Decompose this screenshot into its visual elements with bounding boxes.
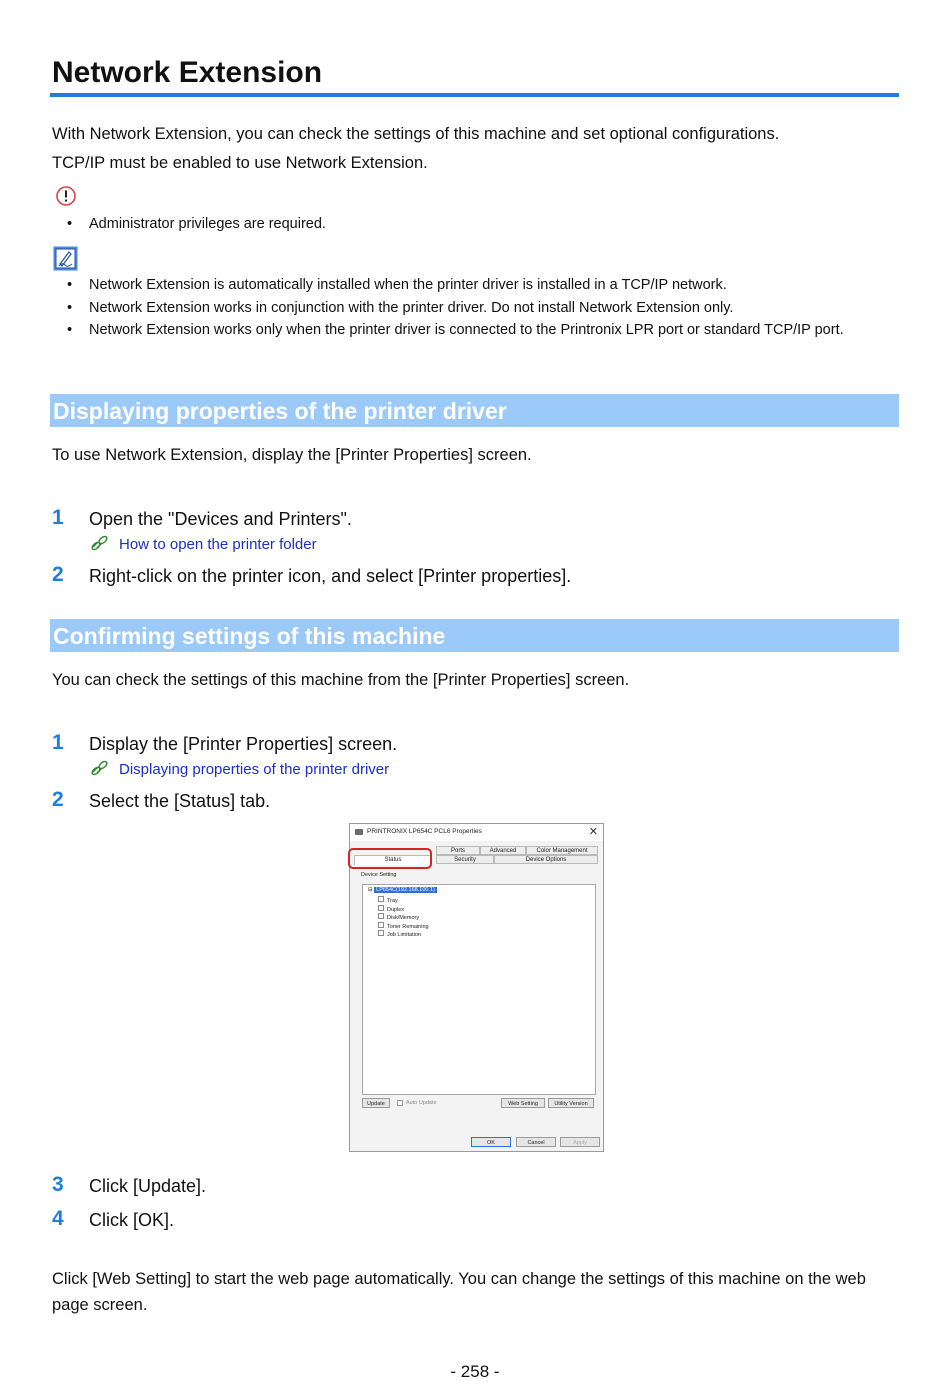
tree-item-duplex[interactable]: Duplex: [378, 905, 404, 913]
caution-list: [62, 213, 882, 236]
step-number: 2: [52, 563, 64, 586]
web-setting-button[interactable]: Web Setting: [501, 1098, 545, 1108]
section-heading-display-properties: Displaying properties of the printer driver: [50, 394, 899, 427]
tab-ports[interactable]: Ports: [436, 846, 480, 855]
link-how-to-open-printer-folder[interactable]: [90, 535, 317, 553]
step-number: 4: [52, 1207, 64, 1230]
printer-properties-dialog: [349, 823, 604, 1152]
tree-item-toner-remaining[interactable]: Toner Remaining: [378, 922, 429, 930]
close-icon[interactable]: ✕: [588, 826, 598, 838]
step-text: Click [OK].: [89, 1210, 175, 1230]
dialog-title: PRINTRONIX LP654C PCL6 Properties: [367, 828, 482, 835]
caution-item: • Administrator privileges are required.: [62, 213, 882, 236]
step-number: 1: [52, 506, 64, 529]
tree-item-disk-memory[interactable]: Disk/Memory: [378, 913, 419, 921]
tab-security[interactable]: Security: [436, 855, 494, 864]
web-setting-note: Click [Web Setting] to start the web page automatically. You can change the settings of this machine on the web page screen.: [52, 1270, 866, 1314]
tree-item-tray[interactable]: Tray: [378, 896, 398, 904]
page-number: - 258 -: [450, 1362, 500, 1381]
step-text: Open the "Devices and Printers".: [89, 509, 352, 529]
dialog-titlebar: [350, 824, 603, 841]
step-number: 3: [52, 1173, 64, 1196]
expand-icon: [378, 905, 384, 911]
step-text: Right-click on the printer icon, and select [Printer properties].: [89, 566, 572, 586]
apply-button[interactable]: Apply: [560, 1137, 600, 1147]
status-tab-highlight: [348, 848, 432, 869]
printer-icon: [355, 829, 363, 835]
link-icon: [90, 535, 110, 551]
step-number: 1: [52, 731, 64, 754]
expand-icon: [378, 922, 384, 928]
device-setting-label: Device Setting: [361, 872, 397, 878]
section1-intro: To use Network Extension, display the [Printer Properties] screen.: [52, 446, 532, 464]
device-tree[interactable]: [362, 884, 596, 1095]
memo-pen-icon: [53, 246, 78, 271]
intro-line-2: TCP/IP must be enabled to use Network Extension.: [52, 154, 428, 172]
section2-intro: You can check the settings of this machine from the [Printer Properties] screen.: [52, 671, 630, 689]
expand-icon: [378, 930, 384, 936]
step-number: 2: [52, 788, 64, 811]
note-item: • Network Extension is automatically installed when the printer driver is installed in a TCP/IP network.: [62, 274, 882, 297]
step-text: Display the [Printer Properties] screen.: [89, 734, 398, 754]
expand-icon: [378, 913, 384, 919]
tab-device-options[interactable]: Device Options: [494, 855, 598, 864]
link-icon: [90, 760, 110, 776]
tab-status[interactable]: Status: [354, 855, 432, 865]
exclamation-circle-icon: [55, 185, 77, 207]
note-list: [62, 274, 882, 342]
link-label[interactable]: How to open the printer folder: [119, 536, 317, 553]
intro-line-1: With Network Extension, you can check the settings of this machine and set optional configurations.: [52, 125, 780, 143]
step-text: Click [Update].: [89, 1176, 207, 1196]
auto-update-label: Auto Update: [406, 1100, 437, 1106]
auto-update-checkbox[interactable]: [397, 1100, 403, 1106]
title-underline: [50, 93, 899, 97]
link-label[interactable]: Displaying properties of the printer driver: [119, 761, 390, 778]
update-button[interactable]: Update: [362, 1098, 390, 1108]
section-heading-confirming-settings: Confirming settings of this machine: [50, 619, 899, 652]
note-item: • Network Extension works in conjunction with the printer driver. Do not install Network Extension only.: [62, 297, 882, 320]
link-displaying-properties[interactable]: [90, 760, 389, 778]
expand-icon: [378, 896, 384, 902]
tab-color-management[interactable]: Color Management: [526, 846, 598, 855]
note-item: • Network Extension works only when the printer driver is connected to the Printronix LPR port or standard TCP/IP port.: [62, 319, 882, 342]
tree-item-job-limitation[interactable]: Job Limitation: [378, 930, 421, 938]
page-title: Network Extension: [52, 56, 323, 89]
ok-button[interactable]: OK: [471, 1137, 511, 1147]
tree-root-node[interactable]: ⊟ LP654C(192.168.100.1): [368, 887, 435, 893]
tab-advanced[interactable]: Advanced: [480, 846, 526, 855]
cancel-button[interactable]: Cancel: [516, 1137, 556, 1147]
step-text: Select the [Status] tab.: [89, 791, 271, 811]
utility-version-button[interactable]: Utility Version: [548, 1098, 594, 1108]
